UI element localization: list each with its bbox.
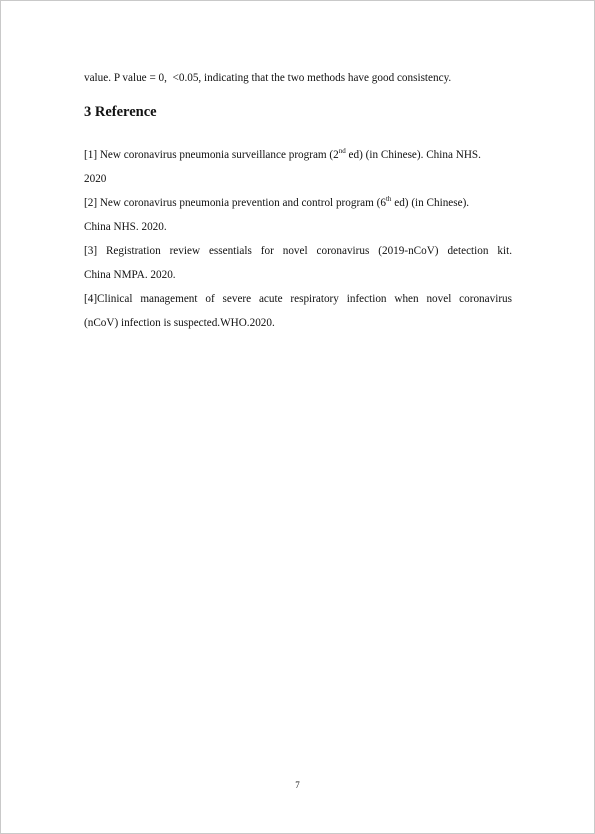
reference-item-4 (84, 287, 512, 335)
reference-list (84, 143, 512, 335)
superscript-th: th (385, 195, 392, 203)
reference-2-line-1: [2] New coronavirus pneumonia prevention and control program (6th ed) (in Chinese). (84, 195, 470, 209)
intro-line: value. P value = 0, <0.05, indicating that the two methods have good consistency. (84, 72, 452, 84)
intro-paragraph (84, 66, 512, 90)
reference-2-line-2: China NHS. 2020. (84, 221, 167, 233)
reference-item-2 (84, 191, 512, 239)
section-heading: 3 Reference (84, 104, 157, 120)
page-number: 7 (295, 780, 300, 790)
superscript-nd: nd (338, 147, 346, 155)
reference-item-3 (84, 239, 512, 287)
reference-3-line-2: China NMPA. 2020. (84, 269, 176, 281)
reference-4-line-2: (nCoV) infection is suspected.WHO.2020. (84, 317, 275, 329)
reference-4-line-1: [4]Clinical management of severe acute respiratory infection when novel coronavirus (84, 293, 512, 305)
reference-item-1 (84, 143, 512, 191)
reference-1-line-1: [1] New coronavirus pneumonia surveillance program (2nd ed) (in Chinese). China NHS. (84, 147, 481, 161)
reference-1-line-2: 2020 (84, 173, 107, 185)
reference-3-line-1: [3] Registration review essentials for novel coronavirus (2019-nCoV) detection kit. (84, 245, 512, 257)
